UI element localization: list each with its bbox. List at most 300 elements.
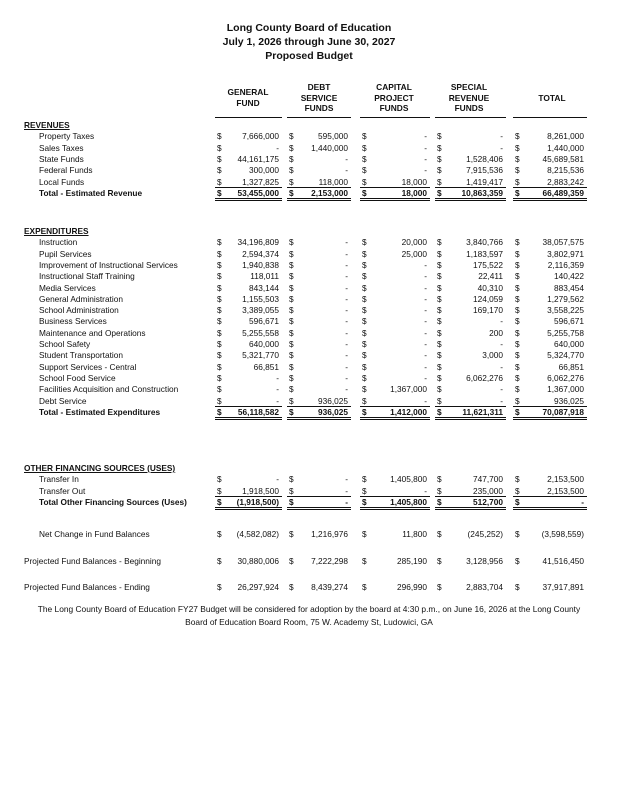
dollar-sign: $: [437, 474, 442, 485]
column-header: REVENUE: [448, 92, 490, 103]
column-header-rule: [435, 117, 506, 118]
amount-cell: -: [345, 259, 348, 270]
dollar-sign: $: [515, 305, 520, 316]
amount-cell: -: [424, 142, 427, 153]
dollar-sign: $: [362, 406, 367, 417]
column-header-rule: [287, 117, 351, 118]
amount-cell: 6,062,276: [547, 372, 584, 383]
row-label: Maintenance and Operations: [39, 327, 146, 338]
dollar-sign: $: [515, 384, 520, 395]
total-double-rule: [287, 200, 351, 201]
total-double-rule: [435, 200, 506, 201]
amount-cell: -: [500, 142, 503, 153]
dollar-sign: $: [289, 293, 294, 304]
dollar-sign: $: [289, 305, 294, 316]
section-heading: OTHER FINANCING SOURCES (USES): [24, 463, 176, 473]
dollar-sign: $: [437, 316, 442, 327]
amount-cell: 18,000: [401, 187, 427, 198]
dollar-sign: $: [515, 350, 520, 361]
dollar-sign: $: [217, 153, 222, 164]
amount-cell: -: [345, 327, 348, 338]
dollar-sign: $: [515, 282, 520, 293]
amount-cell: 37,917,891: [542, 582, 584, 592]
dollar-sign: $: [437, 187, 442, 198]
amount-cell: 66,851: [253, 361, 279, 372]
amount-cell: 5,255,558: [242, 327, 279, 338]
amount-cell: 296,990: [397, 582, 427, 592]
dollar-sign: $: [515, 165, 520, 176]
amount-cell: -: [424, 316, 427, 327]
dollar-sign: $: [362, 361, 367, 372]
amount-cell: -: [276, 384, 279, 395]
total-double-rule: [287, 198, 351, 199]
dollar-sign: $: [289, 474, 294, 485]
total-double-rule: [215, 417, 282, 418]
row-label: Federal Funds: [39, 165, 93, 176]
dollar-sign: $: [362, 496, 367, 507]
dollar-sign: $: [362, 131, 367, 142]
dollar-sign: $: [515, 153, 520, 164]
dollar-sign: $: [362, 305, 367, 316]
dollar-sign: $: [515, 339, 520, 349]
dollar-sign: $: [217, 327, 222, 338]
row-label: Instruction: [39, 237, 78, 248]
amount-cell: -: [424, 259, 427, 270]
dollar-sign: $: [217, 485, 222, 496]
amount-cell: -: [424, 339, 427, 349]
amount-cell: 118,011: [250, 271, 279, 282]
amount-cell: -: [345, 271, 348, 282]
amount-cell: 1,279,562: [547, 293, 584, 304]
total-double-rule: [287, 419, 351, 420]
total-double-rule: [513, 509, 587, 510]
dollar-sign: $: [217, 339, 222, 349]
row-label: Media Services: [39, 282, 96, 293]
dollar-sign: $: [289, 282, 294, 293]
dollar-sign: $: [437, 282, 442, 293]
amount-cell: 124,059: [473, 293, 503, 304]
amount-cell: 596,671: [249, 316, 279, 327]
dollar-sign: $: [289, 485, 294, 496]
dollar-sign: $: [437, 395, 442, 406]
amount-cell: 596,671: [554, 316, 584, 327]
amount-cell: 66,489,359: [542, 187, 584, 198]
total-double-rule: [360, 419, 430, 420]
column-header: FUND: [236, 97, 260, 108]
column-header: FUNDS: [304, 103, 334, 113]
dollar-sign: $: [515, 556, 520, 566]
dollar-sign: $: [289, 187, 294, 198]
row-label: Property Taxes: [39, 131, 95, 142]
amount-cell: -: [345, 316, 348, 327]
dollar-sign: $: [289, 529, 294, 539]
amount-cell: 169,170: [473, 305, 503, 316]
column-header: FUNDS: [454, 103, 484, 113]
amount-cell: -: [345, 305, 348, 316]
row-label: Transfer In: [39, 474, 79, 485]
amount-cell: 8,439,274: [311, 582, 348, 592]
dollar-sign: $: [217, 259, 222, 270]
amount-cell: -: [345, 282, 348, 293]
dollar-sign: $: [289, 142, 294, 153]
amount-cell: 8,261,000: [547, 131, 584, 142]
section-heading: EXPENDITURES: [24, 226, 89, 236]
column-header: CAPITAL: [376, 82, 412, 92]
dollar-sign: $: [362, 395, 367, 406]
dollar-sign: $: [362, 271, 367, 282]
amount-cell: 40,310: [477, 282, 503, 293]
dollar-sign: $: [217, 372, 222, 383]
dollar-sign: $: [515, 406, 520, 417]
dollar-sign: $: [437, 176, 442, 187]
dollar-sign: $: [289, 350, 294, 361]
amount-cell: 3,389,055: [242, 305, 279, 316]
footer-note: [20, 603, 598, 628]
amount-cell: 1,367,000: [547, 384, 584, 395]
total-double-rule: [215, 198, 282, 199]
amount-cell: 1,183,597: [466, 248, 503, 259]
amount-cell: 1,918,500: [242, 485, 279, 496]
dollar-sign: $: [515, 485, 520, 496]
dollar-sign: $: [437, 496, 442, 507]
amount-cell: 26,297,924: [237, 582, 279, 592]
dollar-sign: $: [289, 131, 294, 142]
total-double-rule: [287, 509, 351, 510]
amount-cell: (1,918,500): [236, 496, 279, 507]
total-double-rule: [435, 509, 506, 510]
total-double-rule: [360, 507, 430, 508]
amount-cell: 11,621,311: [462, 406, 503, 417]
dollar-sign: $: [217, 406, 222, 417]
column-header: SPECIAL: [450, 82, 488, 92]
amount-cell: -: [345, 384, 348, 395]
amount-cell: 3,128,956: [466, 556, 503, 566]
dollar-sign: $: [362, 384, 367, 395]
amount-cell: -: [424, 372, 427, 383]
dollar-sign: $: [515, 474, 520, 485]
dollar-sign: $: [515, 372, 520, 383]
dollar-sign: $: [437, 372, 442, 383]
dollar-sign: $: [217, 474, 222, 485]
amount-cell: 41,516,450: [542, 556, 584, 566]
dollar-sign: $: [217, 293, 222, 304]
dollar-sign: $: [217, 361, 222, 372]
amount-cell: 53,455,000: [237, 187, 279, 198]
amount-cell: 18,000: [401, 176, 427, 187]
dollar-sign: $: [437, 529, 442, 539]
amount-cell: (4,582,082): [236, 529, 279, 539]
amount-cell: 175,522: [473, 259, 503, 270]
row-label: Net Change in Fund Balances: [39, 529, 150, 539]
dollar-sign: $: [362, 529, 367, 539]
amount-cell: 1,367,000: [390, 384, 427, 395]
amount-cell: 300,000: [249, 165, 279, 176]
amount-cell: -: [345, 165, 348, 176]
amount-cell: -: [424, 305, 427, 316]
amount-cell: 8,215,536: [547, 165, 584, 176]
total-double-rule: [360, 417, 430, 418]
dollar-sign: $: [515, 271, 520, 282]
row-label: School Safety: [39, 339, 91, 349]
dollar-sign: $: [217, 384, 222, 395]
dollar-sign: $: [217, 131, 222, 142]
amount-cell: 5,321,770: [242, 350, 279, 361]
amount-cell: 2,116,359: [547, 259, 584, 270]
dollar-sign: $: [217, 529, 222, 539]
total-double-rule: [435, 507, 506, 508]
amount-cell: -: [581, 496, 584, 507]
row-label: State Funds: [39, 153, 84, 164]
dollar-sign: $: [289, 327, 294, 338]
amount-cell: 1,327,825: [242, 176, 279, 187]
amount-cell: -: [500, 395, 503, 406]
amount-cell: 640,000: [554, 339, 584, 349]
dollar-sign: $: [217, 556, 222, 566]
dollar-sign: $: [289, 556, 294, 566]
document-title: Long County Board of Education: [226, 22, 392, 34]
total-double-rule: [360, 509, 430, 510]
dollar-sign: $: [362, 187, 367, 198]
dollar-sign: $: [362, 142, 367, 153]
dollar-sign: $: [362, 327, 367, 338]
dollar-sign: $: [362, 316, 367, 327]
amount-cell: 66,851: [558, 361, 584, 372]
amount-cell: -: [424, 395, 427, 406]
amount-cell: -: [345, 485, 348, 496]
amount-cell: 25,000: [401, 248, 427, 259]
column-header: FUNDS: [379, 103, 409, 113]
dollar-sign: $: [362, 293, 367, 304]
row-label: Projected Fund Balances - Beginning: [24, 556, 161, 566]
row-label: Pupil Services: [39, 248, 92, 259]
dollar-sign: $: [362, 165, 367, 176]
dollar-sign: $: [437, 582, 442, 592]
row-label: Business Services: [39, 316, 107, 327]
dollar-sign: $: [515, 496, 520, 507]
dollar-sign: $: [217, 142, 222, 153]
dollar-sign: $: [515, 293, 520, 304]
amount-cell: -: [424, 485, 427, 496]
amount-cell: 34,196,809: [237, 237, 279, 248]
row-label: Total Other Financing Sources (Uses): [39, 496, 187, 507]
amount-cell: 285,190: [397, 556, 427, 566]
dollar-sign: $: [437, 327, 442, 338]
amount-cell: 20,000: [401, 237, 427, 248]
amount-cell: -: [500, 361, 503, 372]
amount-cell: -: [345, 474, 348, 485]
dollar-sign: $: [362, 176, 367, 187]
total-double-rule: [435, 417, 506, 418]
amount-cell: (245,252): [467, 529, 503, 539]
amount-cell: -: [424, 293, 427, 304]
row-label: Facilities Acquisition and Construction: [39, 384, 179, 395]
dollar-sign: $: [437, 406, 442, 417]
amount-cell: 44,161,175: [237, 153, 279, 164]
total-double-rule: [215, 507, 282, 508]
dollar-sign: $: [289, 165, 294, 176]
dollar-sign: $: [289, 582, 294, 592]
amount-cell: 936,025: [554, 395, 584, 406]
dollar-sign: $: [437, 556, 442, 566]
dollar-sign: $: [217, 496, 222, 507]
row-label: Student Transportation: [39, 350, 123, 361]
amount-cell: 883,454: [554, 282, 584, 293]
dollar-sign: $: [515, 237, 520, 248]
dollar-sign: $: [217, 316, 222, 327]
amount-cell: -: [500, 131, 503, 142]
dollar-sign: $: [289, 339, 294, 349]
amount-cell: 3,000: [482, 350, 503, 361]
total-double-rule: [215, 509, 282, 510]
amount-cell: 2,153,500: [547, 474, 584, 485]
dollar-sign: $: [437, 271, 442, 282]
amount-cell: -: [276, 142, 279, 153]
dollar-sign: $: [362, 582, 367, 592]
column-header: PROJECT: [374, 92, 414, 103]
amount-cell: 6,062,276: [466, 372, 503, 383]
row-label: Projected Fund Balances - Ending: [24, 582, 150, 592]
dollar-sign: $: [515, 131, 520, 142]
dollar-sign: $: [362, 556, 367, 566]
dollar-sign: $: [362, 350, 367, 361]
amount-cell: -: [500, 339, 503, 349]
amount-cell: 1,528,406: [466, 153, 503, 164]
amount-cell: -: [345, 248, 348, 259]
column-header: TOTAL: [538, 92, 566, 103]
amount-cell: -: [424, 361, 427, 372]
row-label: Total - Estimated Revenue: [39, 187, 143, 198]
column-header: GENERAL: [227, 87, 269, 97]
dollar-sign: $: [437, 293, 442, 304]
amount-cell: 56,118,582: [237, 406, 279, 417]
dollar-sign: $: [515, 327, 520, 338]
dollar-sign: $: [437, 165, 442, 176]
amount-cell: 2,153,500: [547, 485, 584, 496]
row-label: Debt Service: [39, 395, 87, 406]
document-subtitle: Proposed Budget: [265, 50, 353, 62]
total-double-rule: [435, 198, 506, 199]
amount-cell: -: [424, 153, 427, 164]
amount-cell: 2,883,242: [547, 176, 584, 187]
total-double-rule: [435, 419, 506, 420]
dollar-sign: $: [362, 248, 367, 259]
amount-cell: 3,802,971: [547, 248, 584, 259]
amount-cell: -: [424, 165, 427, 176]
amount-cell: 5,324,770: [547, 350, 584, 361]
amount-cell: 1,405,800: [390, 496, 427, 507]
amount-cell: 7,915,536: [466, 165, 503, 176]
amount-cell: 843,144: [249, 282, 279, 293]
total-double-rule: [215, 200, 282, 201]
dollar-sign: $: [515, 361, 520, 372]
dollar-sign: $: [362, 339, 367, 349]
dollar-sign: $: [217, 282, 222, 293]
dollar-sign: $: [217, 582, 222, 592]
amount-cell: 640,000: [249, 339, 279, 349]
dollar-sign: $: [437, 131, 442, 142]
amount-cell: 1,440,000: [547, 142, 584, 153]
total-double-rule: [360, 200, 430, 201]
row-label: School Food Service: [39, 372, 116, 383]
dollar-sign: $: [217, 271, 222, 282]
amount-cell: 1,412,000: [390, 406, 427, 417]
dollar-sign: $: [515, 259, 520, 270]
amount-cell: -: [500, 384, 503, 395]
amount-cell: (3,598,559): [541, 529, 584, 539]
amount-cell: 30,880,006: [237, 556, 279, 566]
dollar-sign: $: [437, 350, 442, 361]
column-header-rule: [215, 117, 282, 118]
amount-cell: -: [500, 316, 503, 327]
amount-cell: 1,405,800: [390, 474, 427, 485]
amount-cell: -: [424, 327, 427, 338]
amount-cell: -: [345, 361, 348, 372]
amount-cell: -: [345, 372, 348, 383]
total-double-rule: [513, 417, 587, 418]
amount-cell: 2,883,704: [466, 582, 503, 592]
row-label: Total - Estimated Expenditures: [39, 406, 161, 417]
amount-cell: 1,419,417: [466, 176, 503, 187]
amount-cell: 22,411: [478, 271, 503, 282]
amount-cell: 1,155,503: [242, 293, 279, 304]
dollar-sign: $: [362, 282, 367, 293]
dollar-sign: $: [515, 316, 520, 327]
dollar-sign: $: [217, 237, 222, 248]
amount-cell: -: [276, 474, 279, 485]
dollar-sign: $: [437, 361, 442, 372]
dollar-sign: $: [289, 384, 294, 395]
dollar-sign: $: [289, 361, 294, 372]
row-label: Transfer Out: [39, 485, 86, 496]
row-label: General Administration: [39, 293, 123, 304]
amount-cell: 936,025: [318, 395, 348, 406]
dollar-sign: $: [217, 187, 222, 198]
dollar-sign: $: [362, 372, 367, 383]
dollar-sign: $: [217, 176, 222, 187]
dollar-sign: $: [515, 248, 520, 259]
dollar-sign: $: [217, 350, 222, 361]
amount-cell: 1,440,000: [311, 142, 348, 153]
amount-cell: 3,558,225: [547, 305, 584, 316]
amount-cell: 2,153,000: [311, 187, 348, 198]
dollar-sign: $: [515, 187, 520, 198]
amount-cell: -: [424, 131, 427, 142]
dollar-sign: $: [289, 406, 294, 417]
amount-cell: -: [276, 395, 279, 406]
dollar-sign: $: [217, 248, 222, 259]
total-double-rule: [287, 507, 351, 508]
amount-cell: 1,216,976: [311, 529, 348, 539]
amount-cell: 7,666,000: [242, 131, 279, 142]
amount-cell: -: [424, 271, 427, 282]
dollar-sign: $: [362, 237, 367, 248]
amount-cell: -: [424, 282, 427, 293]
row-label: Instructional Staff Training: [39, 271, 135, 282]
column-header: SERVICE: [300, 92, 338, 103]
amount-cell: 2,594,374: [242, 248, 279, 259]
amount-cell: 512,700: [473, 496, 503, 507]
dollar-sign: $: [289, 316, 294, 327]
amount-cell: 118,000: [318, 176, 348, 187]
dollar-sign: $: [289, 237, 294, 248]
amount-cell: -: [345, 237, 348, 248]
total-double-rule: [287, 417, 351, 418]
amount-cell: 5,255,758: [547, 327, 584, 338]
dollar-sign: $: [289, 395, 294, 406]
dollar-sign: $: [289, 176, 294, 187]
amount-cell: -: [345, 293, 348, 304]
dollar-sign: $: [362, 259, 367, 270]
